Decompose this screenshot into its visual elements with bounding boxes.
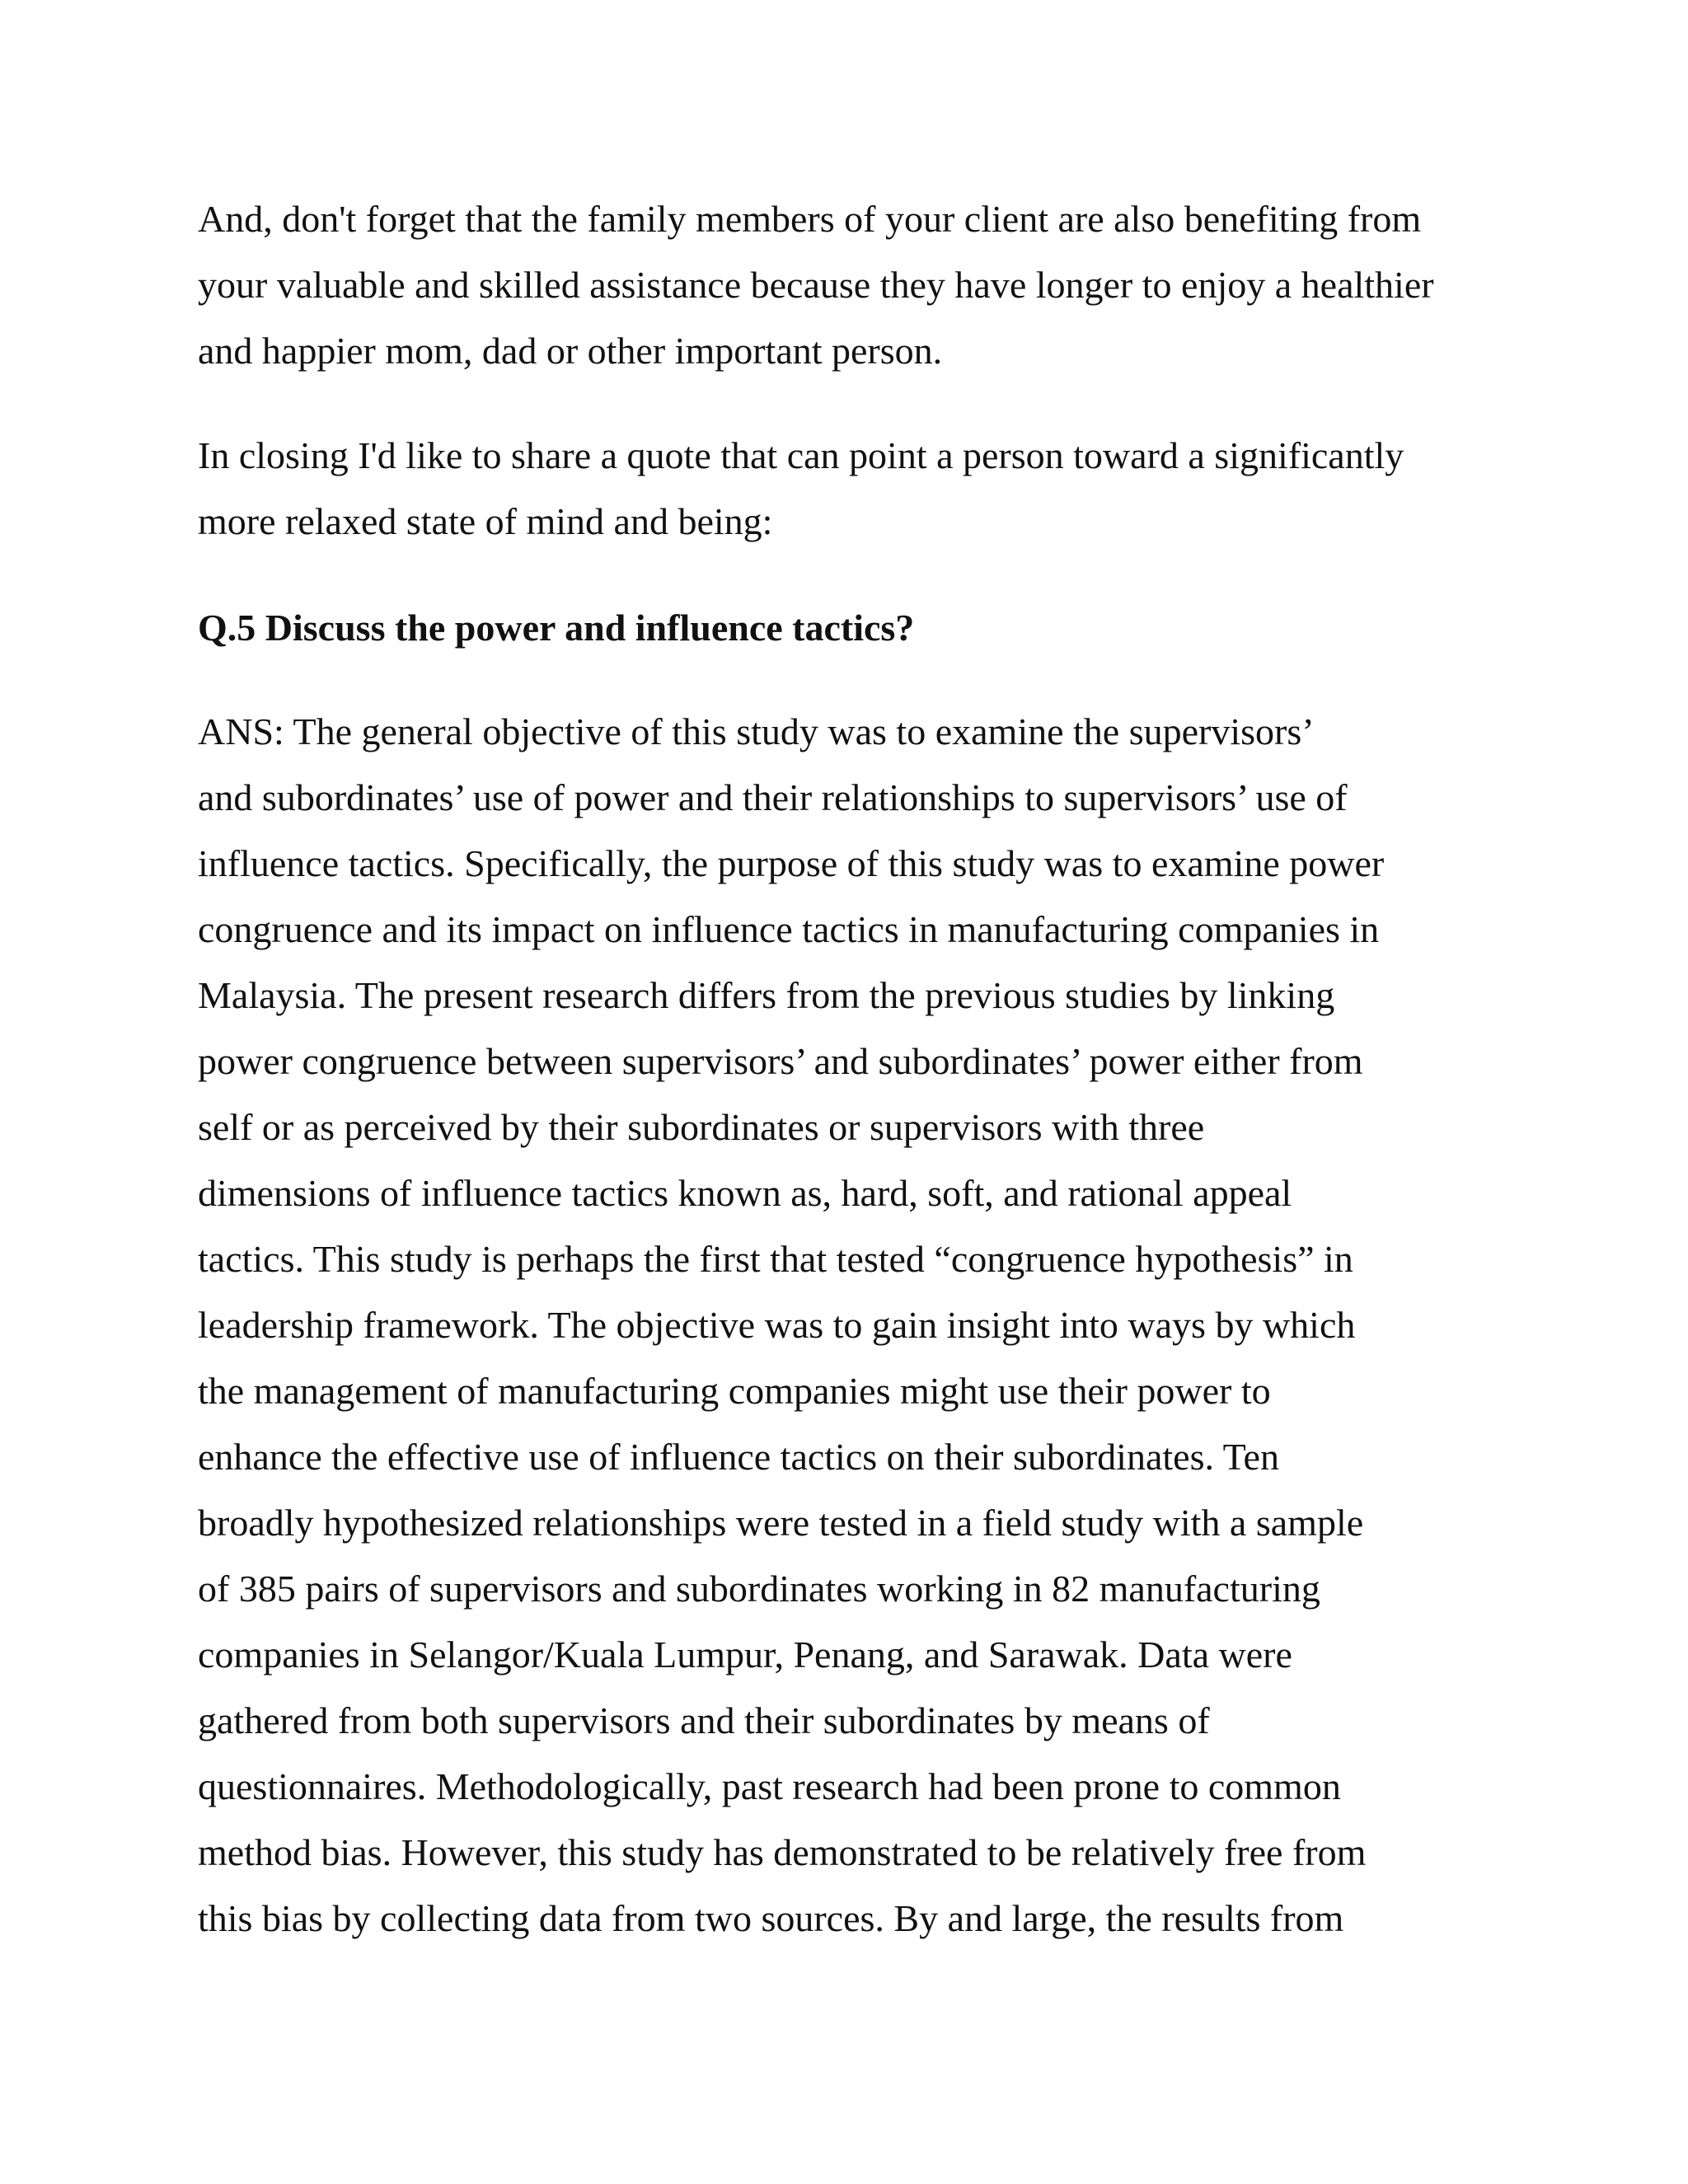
text-line: method bias. However, this study has demonstrated to be relatively free from (198, 1831, 1367, 1873)
text-line: and happier mom, dad or other important person. (198, 330, 943, 372)
text-line: enhance the effective use of influence tactics on their subordinates. Ten (198, 1436, 1279, 1478)
paragraph-closing-quote (198, 423, 1492, 555)
text-line: gathered from both supervisors and their subordinates by means of (198, 1699, 1210, 1741)
text-line: And, don't forget that the family members of your client are also benefiting from (198, 198, 1422, 240)
text-line: In closing I'd like to share a quote that can point a person toward a significantly (198, 434, 1404, 476)
text-line: broadly hypothesized relationships were tested in a field study with a sample (198, 1502, 1364, 1544)
text-line: power congruence between supervisors’ and subordinates’ power either from (198, 1040, 1363, 1082)
text-line: congruence and its impact on influence tactics in manufacturing companies in (198, 908, 1380, 950)
text-line: more relaxed state of mind and being: (198, 500, 773, 542)
paragraph-answer (198, 699, 1492, 1952)
text-line: self or as perceived by their subordinates or supervisors with three (198, 1106, 1205, 1148)
text-line: your valuable and skilled assistance because they have longer to enjoy a healthier (198, 264, 1434, 306)
text-line: this bias by collecting data from two sources. By and large, the results from (198, 1897, 1344, 1939)
text-line: ANS: The general objective of this study was to examine the supervisors’ (198, 710, 1315, 752)
text-line: and subordinates’ use of power and their relationships to supervisors’ use of (198, 776, 1348, 818)
text-line: dimensions of influence tactics known as, hard, soft, and rational appeal (198, 1172, 1292, 1214)
text-line: questionnaires. Methodologically, past research had been prone to common (198, 1765, 1341, 1807)
text-line: tactics. This study is perhaps the first that tested “congruence hypothesis” in (198, 1238, 1353, 1280)
question-heading: Q.5 Discuss the power and influence tactics? (198, 607, 915, 649)
text-line: leadership framework. The objective was to gain insight into ways by which (198, 1304, 1356, 1346)
text-line: Malaysia. The present research differs from the previous studies by linking (198, 974, 1335, 1016)
text-line: of 385 pairs of supervisors and subordinates working in 82 manufacturing (198, 1568, 1320, 1610)
text-line: the management of manufacturing companies might use their power to (198, 1370, 1271, 1412)
paragraph-family-members (198, 186, 1492, 384)
text-line: influence tactics. Specifically, the purpose of this study was to examine power (198, 842, 1385, 884)
text-line: companies in Selangor/Kuala Lumpur, Penang, and Sarawak. Data were (198, 1633, 1292, 1675)
